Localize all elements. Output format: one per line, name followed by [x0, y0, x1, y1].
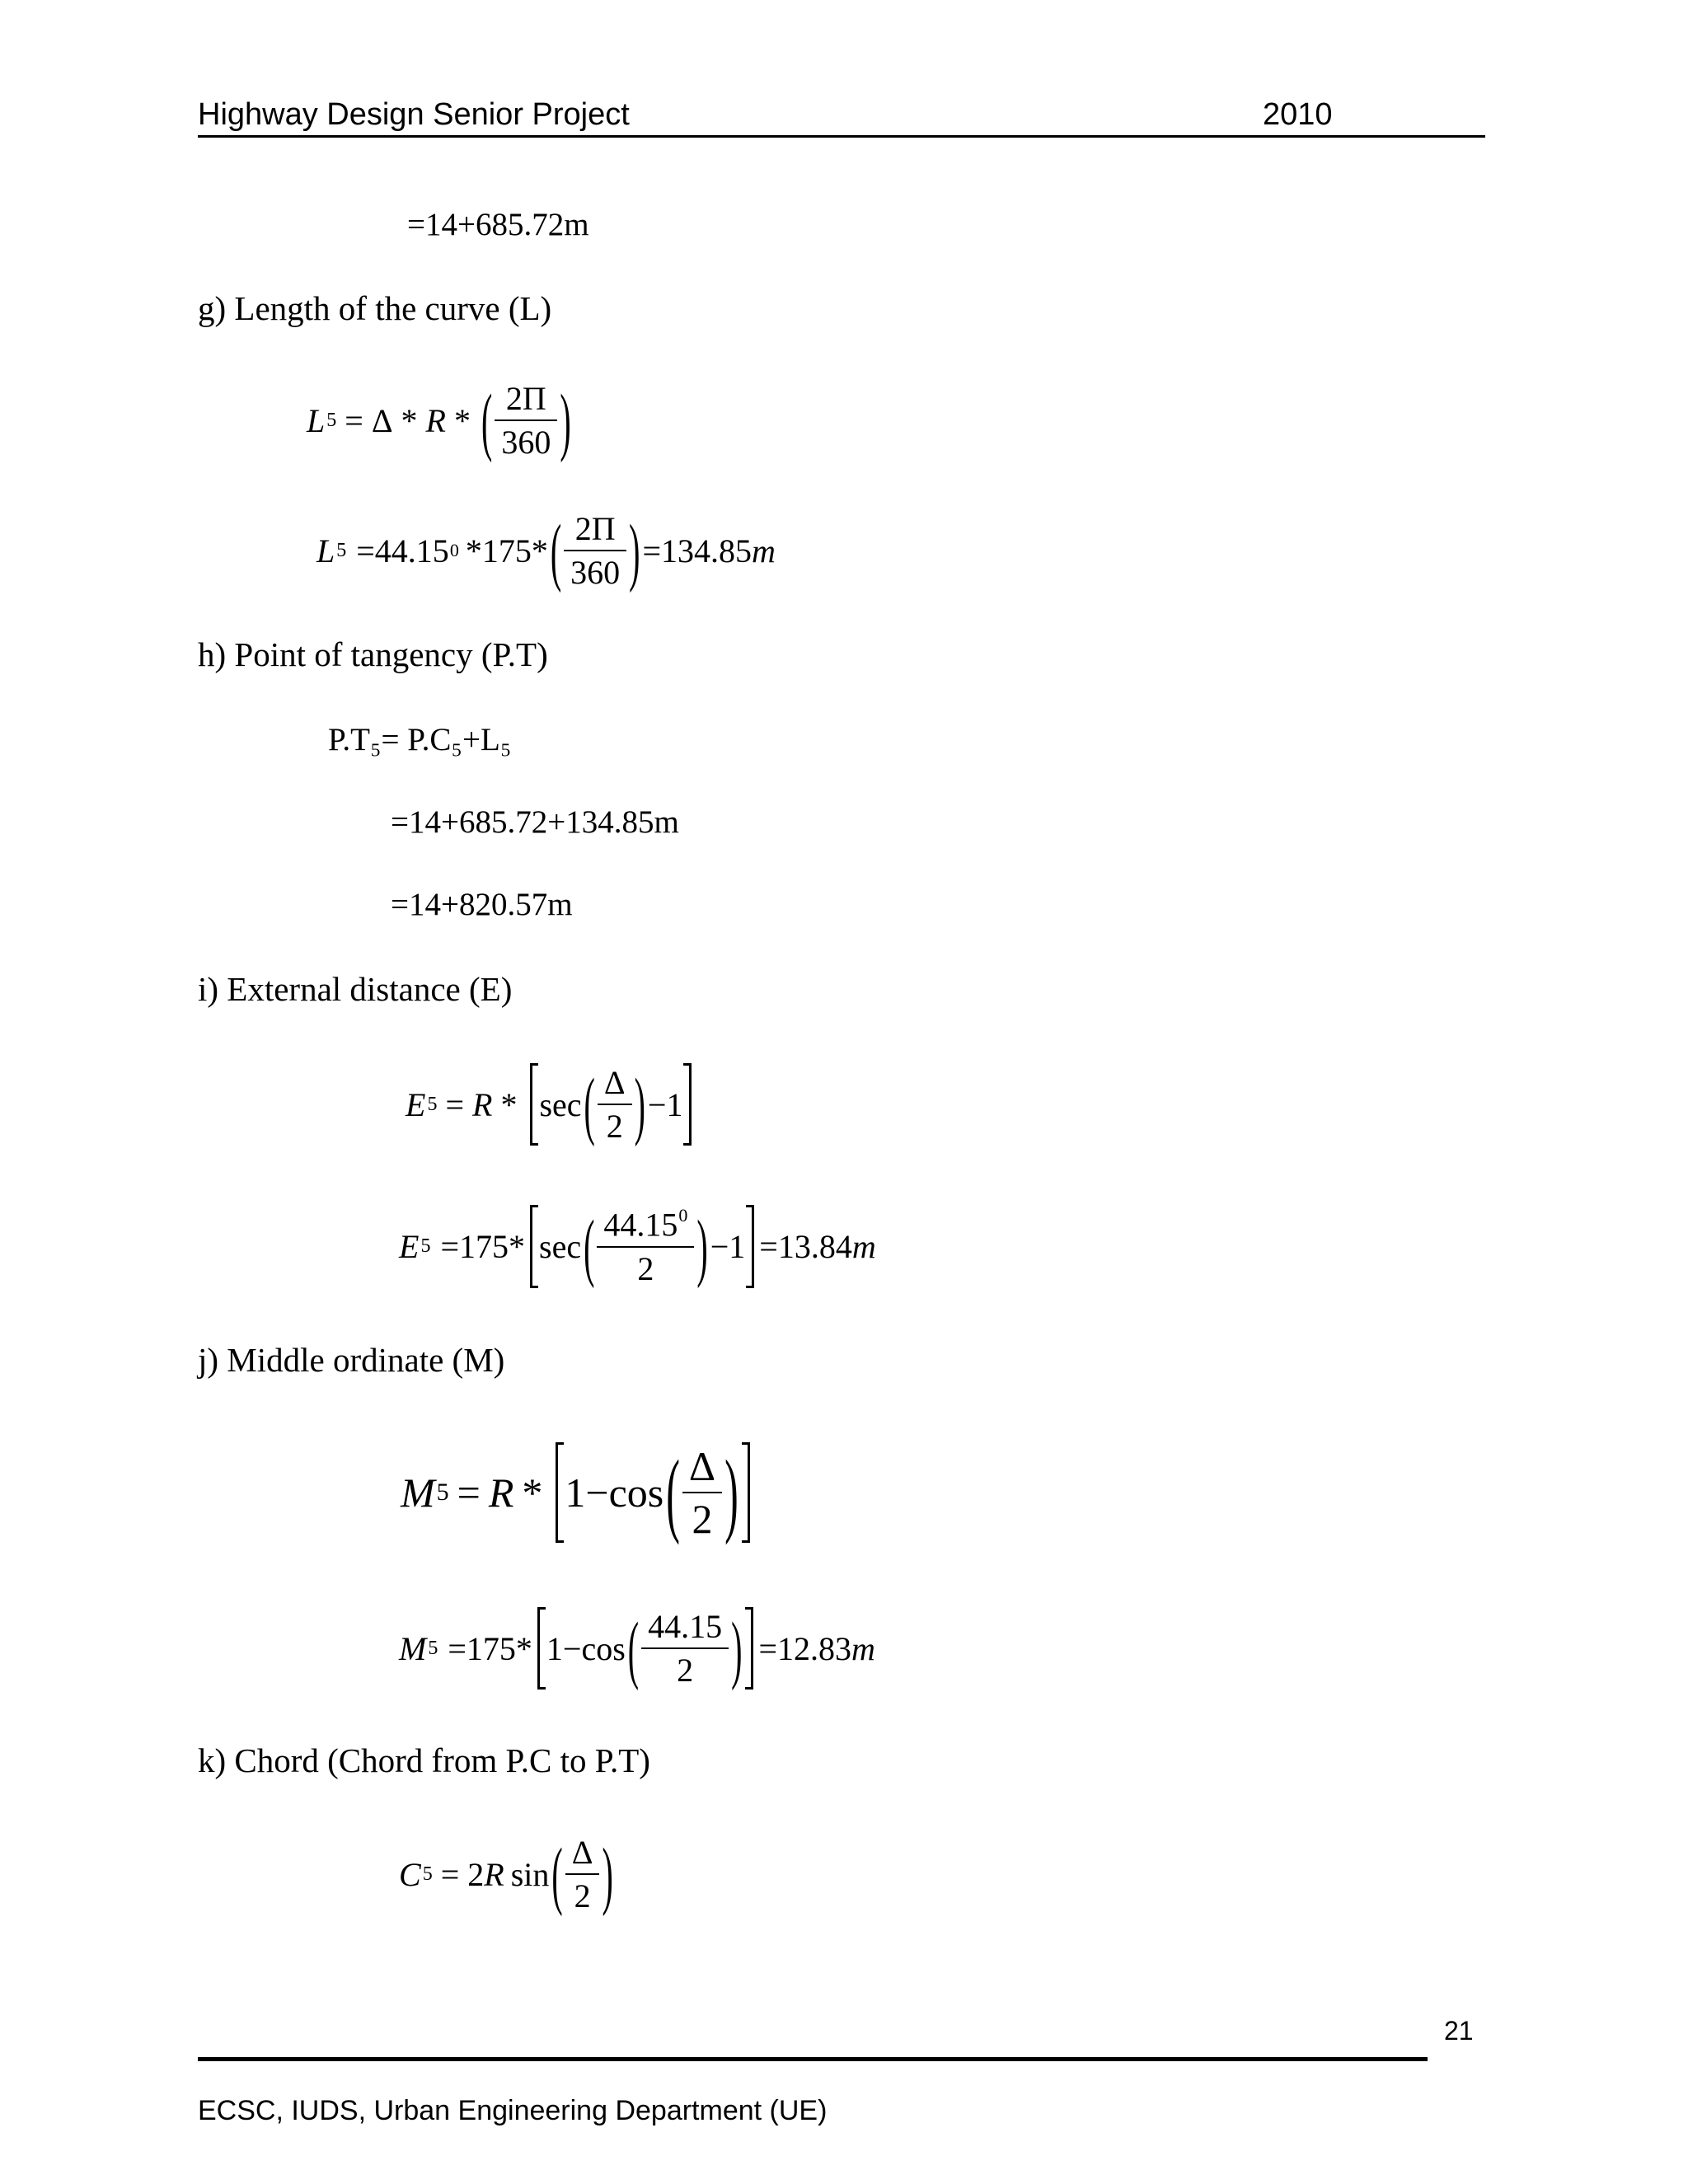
cos-function: 1−cos [565, 1469, 664, 1516]
left-paren: ( [666, 1439, 680, 1546]
footer-text: ECSC, IUDS, Urban Engineering Department (UE) [198, 2095, 828, 2126]
denominator: 2 [598, 1104, 632, 1146]
footer-divider [198, 2057, 1428, 2061]
section-i-heading: i) External distance (E) [198, 970, 513, 1008]
denominator: 2 [641, 1647, 729, 1690]
right-paren: ) [602, 1831, 613, 1917]
result-unit: m [851, 1629, 875, 1667]
section-g-heading: g) Length of the curve (L) [198, 289, 552, 327]
left-paren: ( [481, 377, 493, 463]
pt-step-1: =14+685.72+134.85m [391, 804, 679, 840]
section-k-heading: k) Chord (Chord from P.C to P.T) [198, 1741, 650, 1779]
fraction [600, 1205, 691, 1288]
equals-sign: = [457, 1469, 481, 1516]
lhs-symbol: M [401, 1469, 435, 1516]
lhs-symbol: E [406, 1085, 426, 1123]
fraction [569, 1833, 597, 1915]
coefficient-two: 2 [467, 1855, 485, 1893]
lhs-subscript: 5 [326, 409, 337, 431]
delta-symbol: Δ [371, 401, 393, 439]
lhs-subscript: 5 [422, 1863, 433, 1885]
numerator: Δ [571, 1834, 593, 1871]
cos-function: 1−cos [546, 1629, 626, 1667]
middle-ordinate-formula [401, 1439, 755, 1546]
numerator: 44.15 [648, 1608, 723, 1645]
result-value: =13.84 [759, 1227, 852, 1265]
pt-formula: P.T₅= P.C₅+L₅ [328, 722, 512, 757]
lhs-symbol: L [316, 532, 335, 569]
length-formula [307, 379, 574, 462]
radius-symbol: R [472, 1085, 493, 1123]
right-paren: ) [724, 1439, 738, 1546]
right-paren: ) [634, 1062, 645, 1147]
right-paren: ) [696, 1203, 708, 1290]
header-divider [198, 135, 1485, 138]
lhs-subscript: 5 [428, 1637, 438, 1659]
bracket-group [530, 1205, 754, 1288]
fraction [498, 379, 554, 462]
fraction [601, 1063, 629, 1146]
multiply-sign: * [401, 401, 418, 439]
result-value: =134.85 [642, 532, 753, 569]
header-title: Highway Design Senior Project [198, 97, 630, 132]
denominator: 2 [565, 1873, 600, 1915]
minus-one: −1 [710, 1227, 746, 1265]
lhs-symbol: L [307, 401, 326, 439]
right-paren: ) [731, 1605, 743, 1691]
numerator: Δ [603, 1064, 626, 1101]
chord-formula [399, 1833, 616, 1915]
denominator: 2 [597, 1246, 694, 1288]
header-year: 2010 [1263, 97, 1333, 132]
numerator: 2Π [505, 380, 546, 417]
degree-sup: 0 [449, 540, 459, 560]
denominator: 2 [682, 1492, 722, 1543]
left-paren: ( [550, 508, 562, 593]
bracket-group [530, 1063, 692, 1146]
section-h-heading: h) Point of tangency (P.T) [198, 635, 548, 673]
left-paren: ( [584, 1203, 595, 1290]
numerator-value: 44.15 [603, 1206, 678, 1244]
lhs-symbol: M [399, 1629, 427, 1667]
lhs-subscript: 5 [436, 1479, 449, 1506]
radius-symbol: R [425, 401, 446, 439]
multiply-sign: * [453, 401, 471, 439]
fraction [686, 1442, 719, 1543]
middle-ordinate-calculation [399, 1607, 875, 1690]
section-j-heading: j) Middle ordinate (M) [198, 1341, 505, 1379]
radius-value: *175* [465, 532, 548, 569]
fraction [567, 509, 623, 592]
pt-step-2: =14+820.57m [391, 887, 573, 922]
external-calculation [399, 1205, 876, 1288]
minus-one: −1 [647, 1085, 683, 1123]
lhs-subscript: 5 [336, 539, 347, 561]
external-formula [406, 1063, 696, 1146]
radius-value: =175* [448, 1629, 532, 1667]
fraction [645, 1607, 725, 1690]
denominator: 360 [564, 550, 626, 592]
length-calculation [316, 509, 776, 592]
lhs-subscript: 5 [420, 1235, 431, 1257]
lhs-symbol: E [399, 1227, 420, 1265]
left-paren: ( [551, 1831, 563, 1917]
bracket-group [537, 1607, 754, 1690]
radius-symbol: R [484, 1855, 504, 1893]
denominator: 360 [495, 419, 557, 462]
degree-sup: 0 [678, 1205, 688, 1226]
multiply-sign: * [522, 1469, 543, 1516]
numerator: 2Π [574, 510, 616, 547]
result-unit: m [851, 1227, 876, 1265]
delta-value: =44.15 [356, 532, 449, 569]
sec-function: sec [539, 1085, 582, 1123]
result-unit: m [752, 532, 776, 569]
right-paren: ) [629, 508, 640, 593]
pc-result: =14+685.72m [407, 207, 589, 242]
equals-sign: = [345, 401, 363, 439]
page-number: 21 [1444, 2016, 1474, 2046]
equals-sign: = [445, 1085, 464, 1123]
right-paren: ) [560, 377, 571, 463]
radius-value: =175* [440, 1227, 525, 1265]
numerator [600, 1205, 691, 1246]
numerator: Δ [688, 1443, 716, 1489]
sin-function: sin [510, 1855, 550, 1893]
multiply-sign: * [500, 1085, 518, 1123]
lhs-subscript: 5 [427, 1093, 438, 1115]
left-paren: ( [584, 1062, 595, 1147]
radius-symbol: R [488, 1469, 514, 1516]
bracket-group [556, 1439, 749, 1546]
lhs-symbol: C [399, 1855, 421, 1893]
sec-function: sec [539, 1227, 582, 1265]
result-value: =12.83 [758, 1629, 851, 1667]
left-paren: ( [627, 1605, 640, 1691]
equals-sign: = [440, 1855, 460, 1893]
